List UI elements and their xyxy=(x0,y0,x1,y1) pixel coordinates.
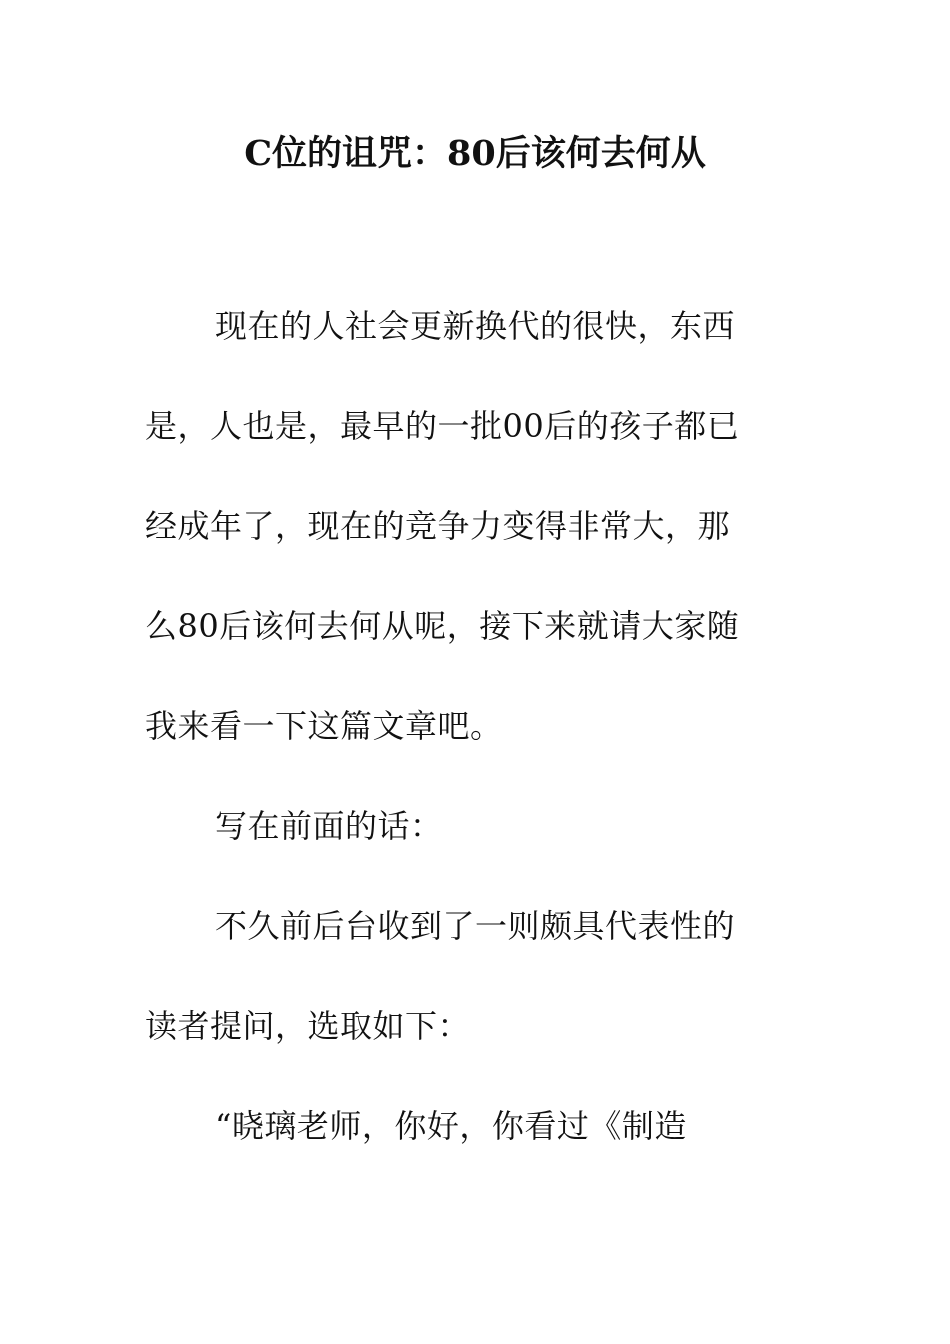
paragraph-line: 现在的人社会更新换代的很快，东西 xyxy=(215,307,736,345)
paragraph-line: 是，人也是，最早的一批00后的孩子都已 xyxy=(145,407,740,445)
document-title: C位的诅咒：80后该何去何从 xyxy=(244,133,706,174)
paragraph-line: 不久前后台收到了一则颇具代表性的 xyxy=(215,907,736,945)
document-body xyxy=(145,300,805,1200)
paragraph-line: 经成年了，现在的竞争力变得非常大，那 xyxy=(145,507,731,545)
paragraph-line: “晓璃老师，你好，你看过《制造 xyxy=(215,1107,687,1145)
paragraph-line: 么80后该何去何从呢，接下来就请大家随 xyxy=(145,607,740,645)
paragraph-line: 读者提问，选取如下： xyxy=(145,1007,471,1045)
paragraph-line: 我来看一下这篇文章吧。 xyxy=(145,707,503,745)
paragraph-line: 写在前面的话： xyxy=(215,807,443,845)
